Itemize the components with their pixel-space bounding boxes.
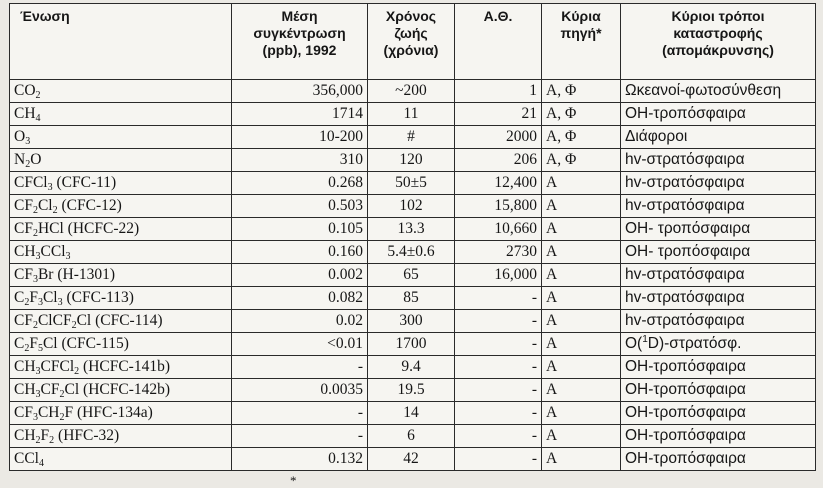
cell-compound: $CH_3CF_2Cl$ (HCFC-142b) xyxy=(10,379,232,402)
cell-removal: ΟΗ-τροπόσφαιρα xyxy=(621,448,816,471)
cell-lifetime: 65 xyxy=(368,264,455,287)
header-removal: Κύριοι τρόποι καταστροφής (απομάκρυνσης) xyxy=(621,4,816,80)
cell-removal: Ωκεανοί-φωτοσύνθεση xyxy=(621,80,816,103)
cell-lifetime: 85 xyxy=(368,287,455,310)
table-row xyxy=(10,333,816,356)
cell-lifetime: 120 xyxy=(368,149,455,172)
cell-main-source: Α, Φ xyxy=(542,103,621,126)
cell-lifetime: 11 xyxy=(368,103,455,126)
table-row xyxy=(10,356,816,379)
header-concentration: Μέση συγκέντρωση (ppb), 1992 xyxy=(232,4,368,80)
cell-gwp: 2000 xyxy=(455,126,542,149)
cell-lifetime: 1700 xyxy=(368,333,455,356)
cell-main-source: Α xyxy=(542,379,621,402)
cell-compound: $CH_4$ xyxy=(10,103,232,126)
table-row xyxy=(10,126,816,149)
cell-lifetime: 6 xyxy=(368,425,455,448)
table-row xyxy=(10,402,816,425)
cell-gwp: 10,660 xyxy=(455,218,542,241)
cell-removal: O($^1$D)-στρατόσφ. xyxy=(621,333,816,356)
table-row xyxy=(10,149,816,172)
table-row xyxy=(10,103,816,126)
cell-main-source: Α xyxy=(542,448,621,471)
cell-lifetime: 102 xyxy=(368,195,455,218)
cell-concentration: 0.160 xyxy=(232,241,368,264)
cell-removal: hv-στρατόσφαιρα xyxy=(621,287,816,310)
cell-concentration: - xyxy=(232,356,368,379)
cell-gwp: 2730 xyxy=(455,241,542,264)
cell-main-source: Α, Φ xyxy=(542,80,621,103)
cell-gwp: - xyxy=(455,333,542,356)
cell-removal: ΟΗ- τροπόσφαιρα xyxy=(621,218,816,241)
table-row xyxy=(10,80,816,103)
cell-main-source: Α xyxy=(542,402,621,425)
table-row xyxy=(10,448,816,471)
cell-gwp: 1 xyxy=(455,80,542,103)
cell-compound: $O_3$ xyxy=(10,126,232,149)
cell-compound: $CF_2ClCF_2Cl$ (CFC-114) xyxy=(10,310,232,333)
cell-compound: $CH_3CCl_3$ xyxy=(10,241,232,264)
cell-concentration: 1714 xyxy=(232,103,368,126)
cell-main-source: Α, Φ xyxy=(542,126,621,149)
cell-lifetime: 9.4 xyxy=(368,356,455,379)
cell-concentration: 356,000 xyxy=(232,80,368,103)
cell-main-source: Α xyxy=(542,218,621,241)
cell-lifetime: # xyxy=(368,126,455,149)
table-row xyxy=(10,172,816,195)
cell-main-source: Α xyxy=(542,333,621,356)
header-compound: Ένωση xyxy=(10,4,232,80)
cell-compound: $CH_2F_2$ (HFC-32) xyxy=(10,425,232,448)
table-row xyxy=(10,287,816,310)
table-row xyxy=(10,310,816,333)
cell-concentration: <0.01 xyxy=(232,333,368,356)
cell-concentration: 0.0035 xyxy=(232,379,368,402)
cell-compound: CCl$_4$ xyxy=(10,448,232,471)
cell-lifetime: 14 xyxy=(368,402,455,425)
cell-lifetime: 42 xyxy=(368,448,455,471)
footnote-mark: * xyxy=(290,473,297,488)
cell-compound: $CF_2HCl$ (HCFC-22) xyxy=(10,218,232,241)
cell-concentration: 0.268 xyxy=(232,172,368,195)
cell-gwp: - xyxy=(455,402,542,425)
cell-lifetime: 5.4±0.6 xyxy=(368,241,455,264)
table-row xyxy=(10,218,816,241)
cell-main-source: Α xyxy=(542,241,621,264)
cell-compound: $CH_3CFCl_2$ (HCFC-141b) xyxy=(10,356,232,379)
cell-concentration: 0.105 xyxy=(232,218,368,241)
cell-gwp: - xyxy=(455,425,542,448)
table-body xyxy=(10,80,816,471)
cell-removal: ΟΗ-τροπόσφαιρα xyxy=(621,103,816,126)
table-row xyxy=(10,425,816,448)
cell-lifetime: 13.3 xyxy=(368,218,455,241)
cell-main-source: Α xyxy=(542,264,621,287)
cell-compound: $CO_2$ xyxy=(10,80,232,103)
cell-removal: hv-στρατόσφαιρα xyxy=(621,172,816,195)
table-row xyxy=(10,195,816,218)
cell-compound: $C_2F_5Cl$ (CFC-115) xyxy=(10,333,232,356)
cell-gwp: 206 xyxy=(455,149,542,172)
cell-gwp: - xyxy=(455,287,542,310)
cell-concentration: 10-200 xyxy=(232,126,368,149)
cell-main-source: Α xyxy=(542,195,621,218)
cell-lifetime: ~200 xyxy=(368,80,455,103)
cell-removal: ΟΗ-τροπόσφαιρα xyxy=(621,402,816,425)
cell-removal: Διάφοροι xyxy=(621,126,816,149)
cell-removal: ΟΗ-τροπόσφαιρα xyxy=(621,356,816,379)
cell-compound: $CF_2Cl_2$ (CFC-12) xyxy=(10,195,232,218)
cell-compound: $CF_3Br$ (H-1301) xyxy=(10,264,232,287)
cell-compound: $CF_3CH_2F$ (HFC-134a) xyxy=(10,402,232,425)
header-lifetime: Χρόνος ζωής (χρόνια) xyxy=(368,4,455,80)
table-row xyxy=(10,264,816,287)
cell-concentration: - xyxy=(232,402,368,425)
cell-lifetime: 300 xyxy=(368,310,455,333)
cell-removal: hv-στρατόσφαιρα xyxy=(621,264,816,287)
header-main-source: Κύρια πηγή* xyxy=(542,4,621,80)
cell-compound: CFCl$_3$ (CFC-11) xyxy=(10,172,232,195)
cell-lifetime: 50±5 xyxy=(368,172,455,195)
cell-main-source: Α xyxy=(542,425,621,448)
cell-gwp: 15,800 xyxy=(455,195,542,218)
table-header-row xyxy=(10,4,816,80)
cell-concentration: 0.503 xyxy=(232,195,368,218)
cell-concentration: 0.132 xyxy=(232,448,368,471)
cell-gwp: 21 xyxy=(455,103,542,126)
cell-removal: ΟΗ-τροπόσφαιρα xyxy=(621,379,816,402)
cell-main-source: Α, Φ xyxy=(542,149,621,172)
cell-removal: ΟΗ- τροπόσφαιρα xyxy=(621,241,816,264)
cell-removal: hv-στρατόσφαιρα xyxy=(621,195,816,218)
cell-compound: $N_2O$ xyxy=(10,149,232,172)
cell-concentration: 0.002 xyxy=(232,264,368,287)
cell-compound: $C_2F_3Cl_3$ (CFC-113) xyxy=(10,287,232,310)
header-gwp: Α.Θ. xyxy=(455,4,542,80)
table-row xyxy=(10,379,816,402)
emissions-table xyxy=(9,3,816,471)
cell-removal: ΟΗ-τροπόσφαιρα xyxy=(621,425,816,448)
cell-main-source: Α xyxy=(542,356,621,379)
cell-gwp: - xyxy=(455,448,542,471)
cell-gwp: 16,000 xyxy=(455,264,542,287)
cell-removal: hv-στρατόσφαιρα xyxy=(621,149,816,172)
cell-concentration: 310 xyxy=(232,149,368,172)
cell-concentration: 0.082 xyxy=(232,287,368,310)
cell-gwp: - xyxy=(455,310,542,333)
cell-lifetime: 19.5 xyxy=(368,379,455,402)
cell-concentration: 0.02 xyxy=(232,310,368,333)
cell-gwp: 12,400 xyxy=(455,172,542,195)
cell-gwp: - xyxy=(455,379,542,402)
cell-main-source: Α xyxy=(542,287,621,310)
cell-gwp: - xyxy=(455,356,542,379)
cell-main-source: Α xyxy=(542,310,621,333)
cell-main-source: Α xyxy=(542,172,621,195)
cell-removal: hv-στρατόσφαιρα xyxy=(621,310,816,333)
cell-concentration: - xyxy=(232,425,368,448)
table-row xyxy=(10,241,816,264)
